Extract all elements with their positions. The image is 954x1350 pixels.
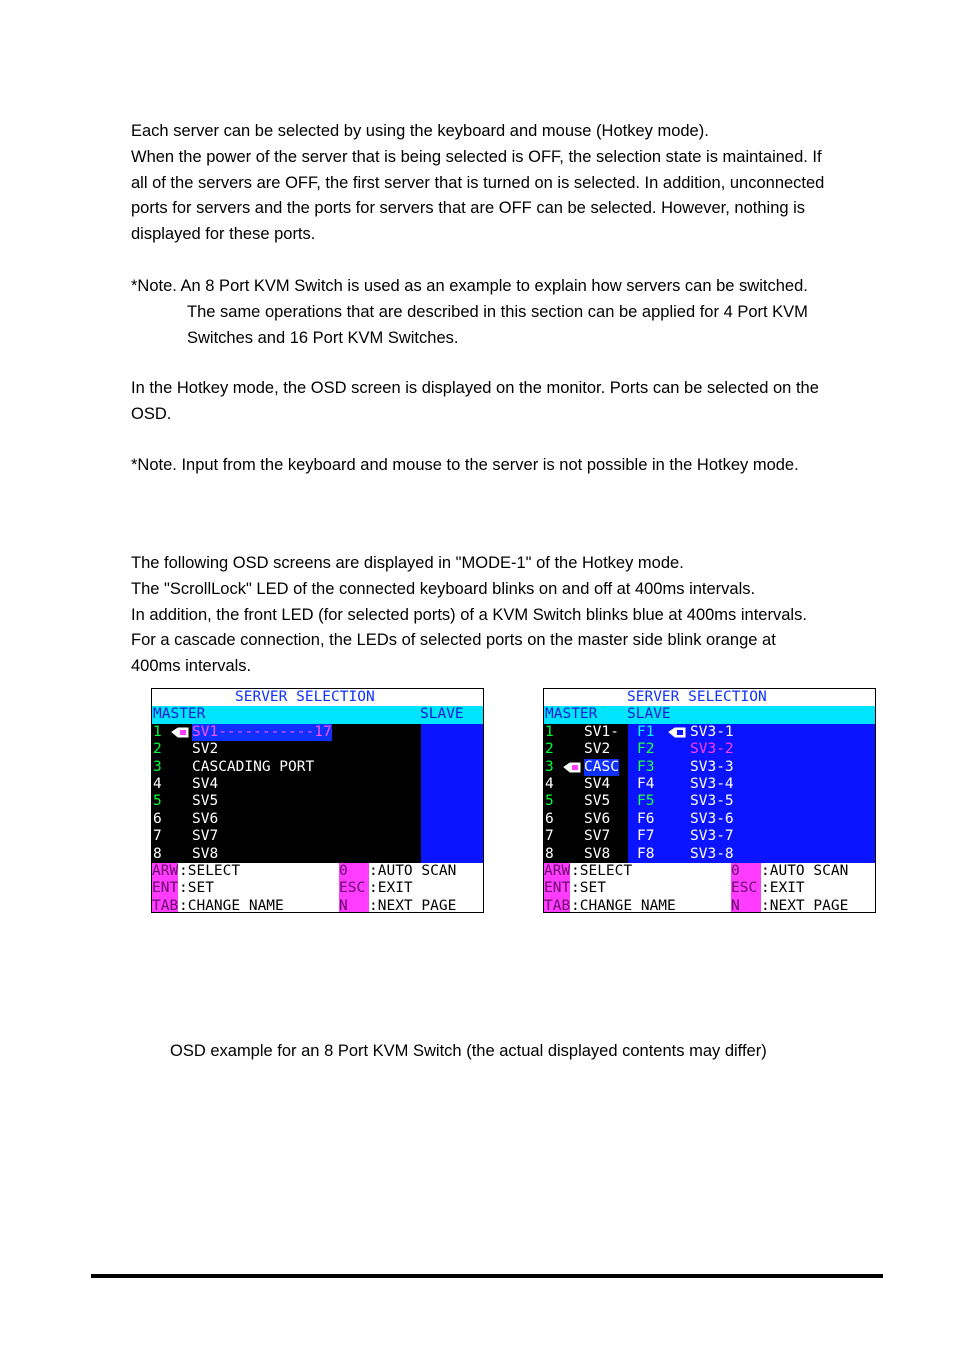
- slave-function-key: F7: [637, 828, 655, 845]
- server-name: SV1-: [584, 723, 619, 740]
- text-line: When the power of the server that is being selected is OFF, the selection state is maintained. If: [131, 147, 822, 166]
- server-name: SV2: [584, 741, 611, 758]
- slave-server-name: SV3-5: [690, 793, 734, 810]
- key-help-row: [544, 898, 875, 913]
- key-label: TAB: [152, 898, 178, 913]
- text-line: Each server can be selected by using the keyboard and mouse (Hotkey mode).: [131, 122, 709, 140]
- osd-screen-right: [543, 688, 876, 913]
- text-line: *Note. An 8 Port KVM Switch is used as an example to explain how servers can be switched.: [131, 277, 808, 295]
- key-help-row: [544, 863, 875, 880]
- text-line: In the Hotkey mode, the OSD screen is displayed on the monitor. Ports can be selected on the: [131, 379, 819, 397]
- slave-server-name: SV3-3: [690, 758, 734, 775]
- hotkey-paragraph: [131, 376, 891, 428]
- server-name: SV4: [584, 776, 611, 792]
- key-description: :EXIT: [369, 880, 413, 897]
- slave-server-name: SV3-8: [690, 845, 734, 862]
- key-description: :SET: [571, 880, 606, 897]
- master-label: MASTER: [153, 706, 206, 723]
- slave-server-name: SV3-1: [690, 723, 734, 740]
- key-label: N: [339, 898, 369, 913]
- osd-title-row: [152, 689, 483, 706]
- key-help-row: [152, 863, 483, 880]
- text-line: The "ScrollLock" LED of the connected keyboard blinks on and off at 400ms intervals.: [131, 579, 756, 598]
- key-description: :SELECT: [571, 863, 633, 879]
- text-line: Switches and 16 Port KVM Switches.: [187, 328, 459, 347]
- osd-title: SERVER SELECTION: [235, 689, 375, 705]
- port-number: 2: [153, 741, 162, 758]
- slave-label: SLAVE: [627, 706, 671, 723]
- key-description: :SET: [179, 880, 214, 897]
- key-label: ARW: [544, 863, 571, 879]
- server-row[interactable]: [544, 846, 875, 863]
- port-number: 1: [545, 723, 554, 740]
- text-line: *Note. Input from the keyboard and mouse to the server is not possible in the Hotkey mode.: [131, 456, 799, 474]
- hand-pointer-icon: [668, 727, 686, 738]
- key-description: :AUTO SCAN: [761, 863, 849, 879]
- key-description: :SELECT: [179, 863, 241, 879]
- port-number: 3: [545, 758, 554, 775]
- osd-title-row: [544, 689, 875, 706]
- text-line: all of the servers are OFF, the first server that is turned on is selected. In addition, unconnected: [131, 173, 825, 192]
- hand-pointer-icon: [171, 727, 189, 738]
- port-number: 5: [545, 793, 554, 810]
- port-number: 6: [545, 810, 554, 827]
- key-label: ESC: [731, 880, 761, 897]
- footer-rule: [91, 1274, 883, 1278]
- key-label: ENT: [152, 880, 179, 897]
- key-description: :AUTO SCAN: [369, 863, 457, 879]
- hand-pointer-icon: [563, 762, 581, 773]
- server-row[interactable]: [544, 793, 875, 810]
- port-number: 4: [545, 776, 554, 792]
- slave-function-key: F8: [637, 845, 655, 862]
- server-row[interactable]: [544, 759, 875, 776]
- text-line: ports for servers and the ports for servers that are OFF can be selected. However, nothing is: [131, 199, 806, 218]
- slave-server-name: SV3-6: [690, 810, 734, 827]
- server-row[interactable]: [544, 724, 875, 741]
- key-label: TAB: [544, 898, 570, 913]
- note-paragraph-2: [131, 453, 891, 479]
- key-description: :NEXT PAGE: [761, 897, 849, 913]
- server-name: SV2: [192, 741, 219, 758]
- port-number: 3: [153, 758, 162, 775]
- master-label: MASTER: [545, 706, 598, 723]
- port-number: 1: [153, 723, 162, 740]
- server-name: SV5: [584, 793, 611, 810]
- port-number: 6: [153, 810, 162, 827]
- server-name: SV8: [192, 845, 219, 862]
- port-number: 8: [545, 845, 554, 862]
- port-number: 2: [545, 741, 554, 758]
- key-description: :EXIT: [761, 880, 805, 897]
- key-help-row: [544, 880, 875, 897]
- server-row[interactable]: [544, 811, 875, 828]
- text-line: The following OSD screens are displayed in "MODE-1" of the Hotkey mode.: [131, 554, 684, 572]
- server-name: SV6: [192, 810, 219, 827]
- slave-function-key: F4: [637, 776, 655, 792]
- osd-title: SERVER SELECTION: [627, 689, 767, 705]
- port-number: 4: [153, 776, 162, 792]
- slave-server-name: SV3-7: [690, 828, 734, 845]
- port-number: 8: [153, 845, 162, 862]
- mode1-paragraph: [131, 551, 891, 680]
- osd-header-row: [544, 706, 875, 723]
- key-label: N: [731, 898, 761, 913]
- key-label: 0: [731, 863, 761, 880]
- key-description: :CHANGE NAME: [571, 897, 676, 913]
- server-name-selected: SV1-----------17: [192, 723, 332, 740]
- key-label: 0: [339, 863, 369, 880]
- text-line: displayed for these ports.: [131, 225, 316, 244]
- slave-function-key: F5: [637, 793, 655, 810]
- slave-column: [421, 724, 483, 863]
- server-name: SV7: [584, 828, 611, 845]
- server-name-selected: CASC: [584, 758, 619, 775]
- server-row[interactable]: [544, 741, 875, 758]
- slave-server-name: SV3-4: [690, 776, 734, 792]
- key-label: ESC: [339, 880, 369, 897]
- osd-screen-left: [151, 688, 484, 913]
- text-line: 400ms intervals.: [131, 657, 252, 676]
- slave-function-key: F6: [637, 810, 655, 827]
- server-row[interactable]: [544, 828, 875, 845]
- server-name: SV5: [192, 793, 219, 810]
- server-name: SV6: [584, 810, 611, 827]
- key-label: ENT: [544, 880, 571, 897]
- text-line: The same operations that are described in this section can be applied for 4 Port KVM: [187, 302, 808, 321]
- text-line: OSD.: [131, 404, 172, 423]
- key-help-row: [152, 880, 483, 897]
- text-line: For a cascade connection, the LEDs of selected ports on the master side blink orange at: [131, 631, 776, 650]
- slave-server-name: SV3-2: [690, 741, 734, 758]
- figure-caption: OSD example for an 8 Port KVM Switch (the actual displayed contents may differ): [170, 1042, 767, 1060]
- key-label: ARW: [152, 863, 179, 879]
- text-line: In addition, the front LED (for selected ports) of a KVM Switch blinks blue at 400ms intervals.: [131, 605, 807, 624]
- server-name: CASCADING PORT: [192, 758, 315, 775]
- slave-function-key: F1: [637, 723, 655, 740]
- note-paragraph-1: [131, 274, 891, 351]
- server-name: SV8: [584, 845, 611, 862]
- key-help-row: [152, 898, 483, 913]
- osd-header-row: [152, 706, 483, 723]
- slave-function-key: F3: [637, 758, 655, 775]
- server-name: SV7: [192, 828, 219, 845]
- intro-paragraph: [131, 119, 891, 248]
- port-number: 5: [153, 793, 162, 810]
- server-row[interactable]: [544, 776, 875, 793]
- server-name: SV4: [192, 776, 219, 792]
- slave-function-key: F2: [637, 741, 655, 758]
- key-description: :CHANGE NAME: [179, 897, 284, 913]
- slave-label: SLAVE: [420, 706, 464, 723]
- port-number: 7: [545, 828, 554, 845]
- port-number: 7: [153, 828, 162, 845]
- key-description: :NEXT PAGE: [369, 897, 457, 913]
